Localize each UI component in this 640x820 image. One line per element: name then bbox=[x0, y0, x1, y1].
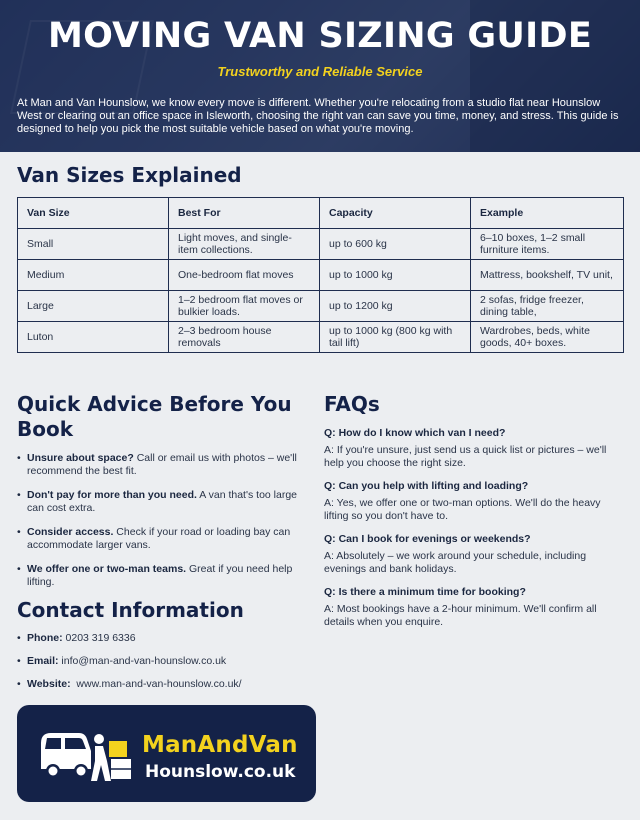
table-cell: Light moves, and single-item collections. bbox=[169, 229, 320, 260]
advice-text: Check if your road or loading bay can accommodate larger vans. bbox=[27, 526, 291, 551]
column-header-van-size: Van Size bbox=[18, 198, 169, 229]
faq-question: Q: How do I know which van I need? bbox=[324, 427, 506, 439]
table-cell: Luton bbox=[18, 322, 169, 353]
van-sizes-table bbox=[17, 197, 624, 353]
faq-answer: A: Most bookings have a 2-hour minimum. We'll confirm all details when you enquire. bbox=[324, 603, 597, 628]
table-cell: Wardrobes, beds, white goods, 40+ boxes. bbox=[471, 322, 624, 353]
advice-lead: Unsure about space? bbox=[27, 452, 134, 464]
advice-text: Call or email us with photos – we'll recommend the best fit. bbox=[27, 452, 297, 477]
advice-lead: Don't pay for more than you need. bbox=[27, 489, 197, 501]
contact-list bbox=[17, 632, 313, 701]
faq-answer: A: Yes, we offer one or two-man options. We'll do the heavy lifting so you don't have to. bbox=[324, 497, 601, 522]
advice-text: A van that's too large can cost extra. bbox=[27, 489, 298, 514]
table-cell: up to 1000 kg (800 kg with tail lift) bbox=[320, 322, 471, 353]
faq-answer: A: Absolutely – we work around your schedule, including evenings and bank holidays. bbox=[324, 550, 587, 575]
table-row bbox=[18, 260, 624, 291]
advice-list bbox=[17, 452, 313, 600]
table-row bbox=[18, 291, 624, 322]
faq-question: Q: Can you help with lifting and loading? bbox=[324, 480, 529, 492]
table-cell: 1–2 bedroom flat moves or bulkier loads. bbox=[169, 291, 320, 322]
company-logo bbox=[17, 705, 316, 802]
table-cell: 2–3 bedroom house removals bbox=[169, 322, 320, 353]
email-link[interactable]: info@man-and-van-hounslow.co.uk bbox=[58, 655, 227, 667]
list-item bbox=[17, 563, 313, 589]
van-mover-icon bbox=[39, 725, 139, 785]
quick-advice-heading: Quick Advice Before You Book bbox=[17, 392, 292, 441]
table-cell: Small bbox=[18, 229, 169, 260]
table-cell: Large bbox=[18, 291, 169, 322]
faq-question: Q: Can I book for evenings or weekends? bbox=[324, 533, 531, 545]
table-cell: up to 600 kg bbox=[320, 229, 471, 260]
column-header-capacity: Capacity bbox=[320, 198, 471, 229]
table-cell: Mattress, bookshelf, TV unit, bbox=[471, 260, 624, 291]
contact-phone bbox=[17, 632, 313, 645]
table-cell: up to 1200 kg bbox=[320, 291, 471, 322]
faq-question: Q: Is there a minimum time for booking? bbox=[324, 586, 526, 598]
faqs-heading: FAQs bbox=[324, 392, 380, 416]
table-row bbox=[18, 229, 624, 260]
column-header-best-for: Best For bbox=[169, 198, 320, 229]
website-link[interactable]: www.man-and-van-hounslow.co.uk/ bbox=[70, 678, 242, 690]
hero-banner bbox=[0, 0, 640, 152]
phone-number-link[interactable]: 0203 319 6336 bbox=[62, 632, 136, 644]
faq-answer: A: If you're unsure, just send us a quick list or pictures – we'll help you choose the right size. bbox=[324, 444, 607, 469]
logo-brand-text: ManAndVan bbox=[142, 732, 298, 758]
column-header-example: Example bbox=[471, 198, 624, 229]
contact-website bbox=[17, 678, 313, 691]
phone-label: Phone: bbox=[27, 632, 63, 644]
advice-text: Great if you need help lifting. bbox=[27, 563, 293, 588]
list-item bbox=[17, 526, 313, 552]
contact-email bbox=[17, 655, 313, 668]
table-header-row bbox=[18, 198, 624, 229]
table-cell: One-bedroom flat moves bbox=[169, 260, 320, 291]
email-label: Email: bbox=[27, 655, 59, 667]
list-item bbox=[17, 489, 313, 515]
table-cell: 2 sofas, fridge freezer, dining table, bbox=[471, 291, 624, 322]
list-item bbox=[17, 452, 313, 478]
table-cell: Medium bbox=[18, 260, 169, 291]
page-title: MOVING VAN SIZING GUIDE bbox=[47, 16, 593, 56]
advice-lead: We offer one or two-man teams. bbox=[27, 563, 187, 575]
logo-domain-text: Hounslow.co.uk bbox=[145, 762, 296, 782]
website-label: Website: bbox=[27, 678, 71, 690]
advice-lead: Consider access. bbox=[27, 526, 114, 538]
contact-heading: Contact Information bbox=[17, 598, 244, 622]
table-row bbox=[18, 322, 624, 353]
table-cell: up to 1000 kg bbox=[320, 260, 471, 291]
faq-list bbox=[324, 427, 624, 639]
table-cell: 6–10 boxes, 1–2 small furniture items. bbox=[471, 229, 624, 260]
van-sizes-heading: Van Sizes Explained bbox=[17, 163, 242, 187]
page-subtitle: Trustworthy and Reliable Service bbox=[217, 64, 423, 79]
intro-paragraph: At Man and Van Hounslow, we know every move is different. Whether you're relocating from a studio flat near Hounslow West or clearing out an office space in Isleworth, choosing the right van can save you time, money, and stress. This guide is designed to help you pick the most suitable vehicle based on what you're moving. bbox=[17, 97, 619, 135]
